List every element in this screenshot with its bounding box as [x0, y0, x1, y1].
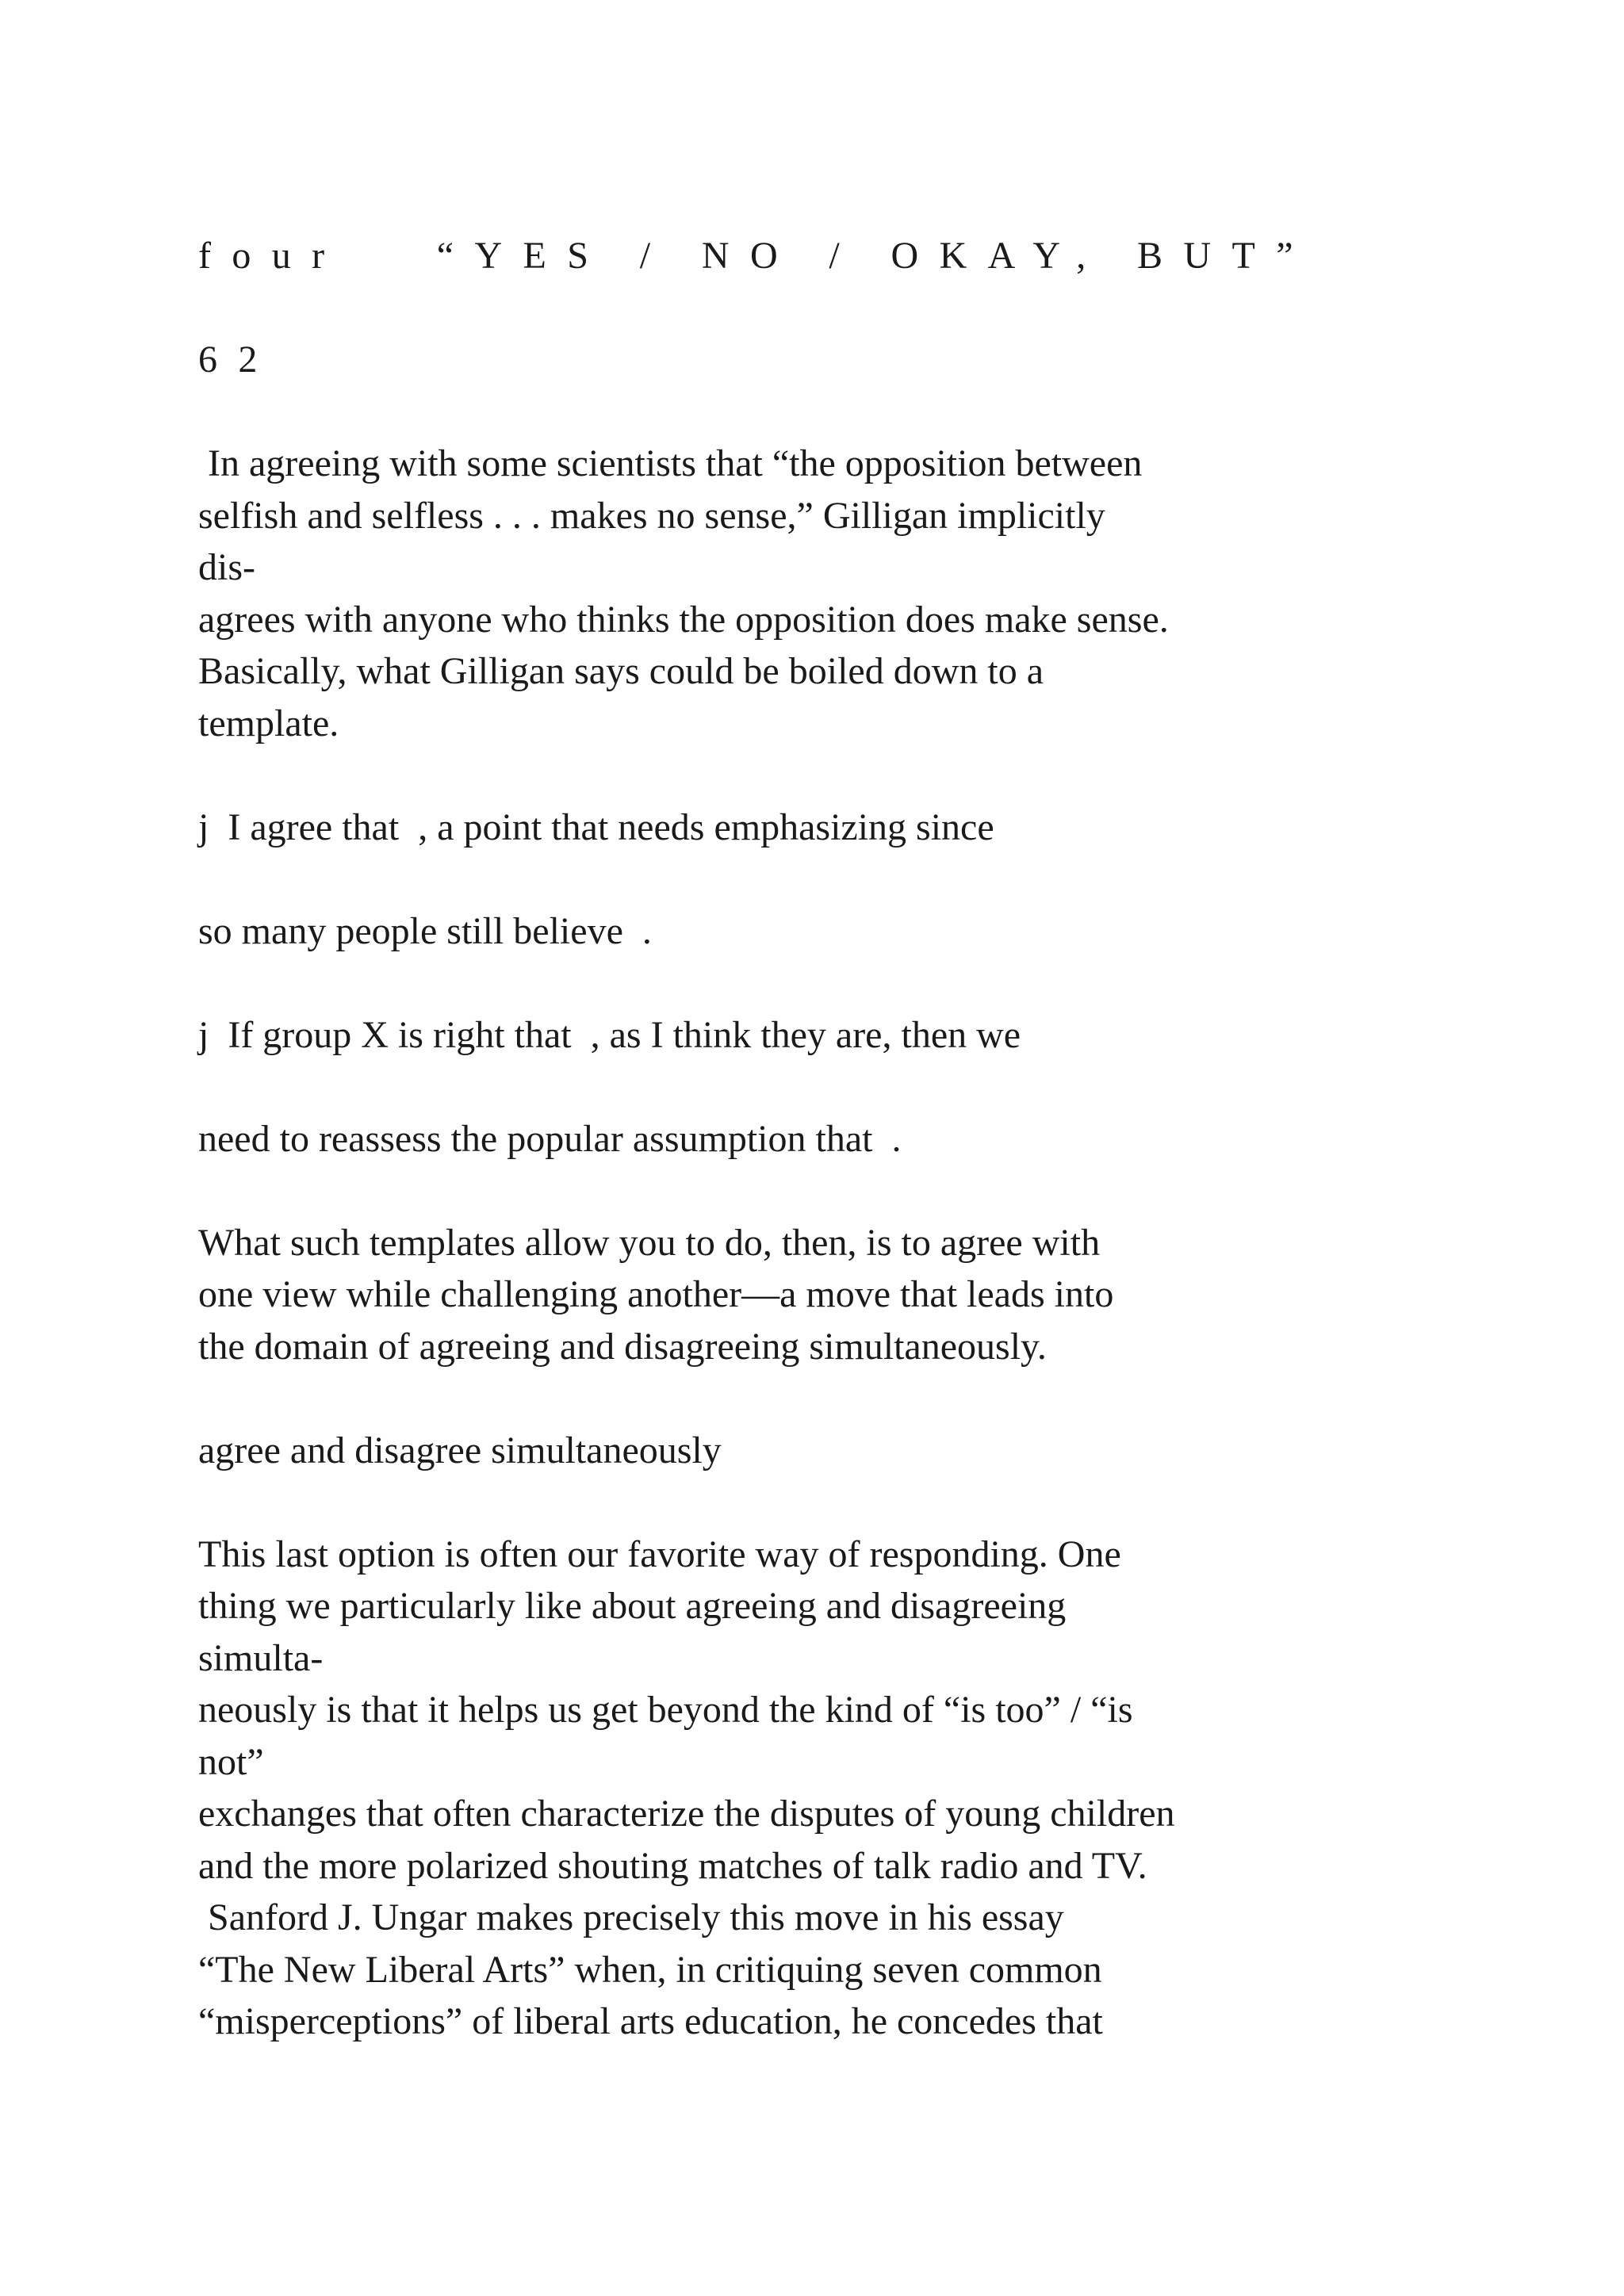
- spacer: [198, 957, 1594, 1009]
- text-line: dis-: [198, 546, 255, 588]
- spacer: [198, 1476, 1594, 1529]
- template-line: j If group X is right that , as I think they are, then we: [198, 1013, 1021, 1056]
- template-line: j I agree that , a point that needs emphasizing since: [198, 806, 994, 848]
- text-line: What such templates allow you to do, then, is to agree with: [198, 1221, 1101, 1264]
- text-line: Sanford J. Ungar makes precisely this move in his essay: [198, 1896, 1064, 1938]
- spacer: [198, 1372, 1594, 1425]
- text-line: “misperceptions” of liberal arts education, he concedes that: [198, 2000, 1103, 2042]
- section-heading: agree and disagree simultaneously: [198, 1429, 722, 1471]
- page-content: [198, 230, 1594, 2048]
- spacer: [198, 1061, 1594, 1113]
- text-line: simulta-: [198, 1636, 324, 1679]
- paragraph-1: [198, 438, 1594, 749]
- text-line: exchanges that often characterize the disputes of young children: [198, 1793, 1175, 1835]
- text-line: the domain of agreeing and disagreeing simultaneously.: [198, 1325, 1047, 1368]
- spacer: [198, 749, 1594, 802]
- spacer: [198, 282, 1594, 335]
- template-line: so many people still believe .: [198, 909, 652, 952]
- text-line: one view while challenging another—a move that leads into: [198, 1273, 1114, 1315]
- page-number: 62: [198, 339, 278, 381]
- text-line: and the more polarized shouting matches of talk radio and TV.: [198, 1844, 1147, 1887]
- text-line: “The New Liberal Arts” when, in critiquing seven common: [198, 1948, 1102, 1991]
- spacer: [198, 853, 1594, 905]
- running-head: four “YES / NO / OKAY, BUT”: [198, 235, 1314, 277]
- text-line: selfish and selfless . . . makes no sense,” Gilligan implicitly: [198, 494, 1105, 537]
- template-2: [198, 1009, 1594, 1165]
- text-line: agrees with anyone who thinks the opposition does make sense.: [198, 598, 1169, 641]
- text-line: not”: [198, 1740, 264, 1783]
- paragraph-3: [198, 1529, 1594, 2048]
- template-line: need to reassess the popular assumption that .: [198, 1117, 902, 1160]
- spacer: [198, 1165, 1594, 1217]
- text-line: In agreeing with some scientists that “the opposition between: [198, 442, 1143, 484]
- template-1: [198, 802, 1594, 958]
- text-line: thing we particularly like about agreeing and disagreeing: [198, 1585, 1067, 1627]
- text-line: template.: [198, 702, 339, 744]
- spacer: [198, 386, 1594, 438]
- text-line: This last option is often our favorite way of responding. One: [198, 1533, 1121, 1575]
- paragraph-2: [198, 1217, 1594, 1373]
- text-line: Basically, what Gilligan says could be boiled down to a: [198, 650, 1044, 692]
- text-line: neously is that it helps us get beyond the kind of “is too” / “is: [198, 1689, 1133, 1731]
